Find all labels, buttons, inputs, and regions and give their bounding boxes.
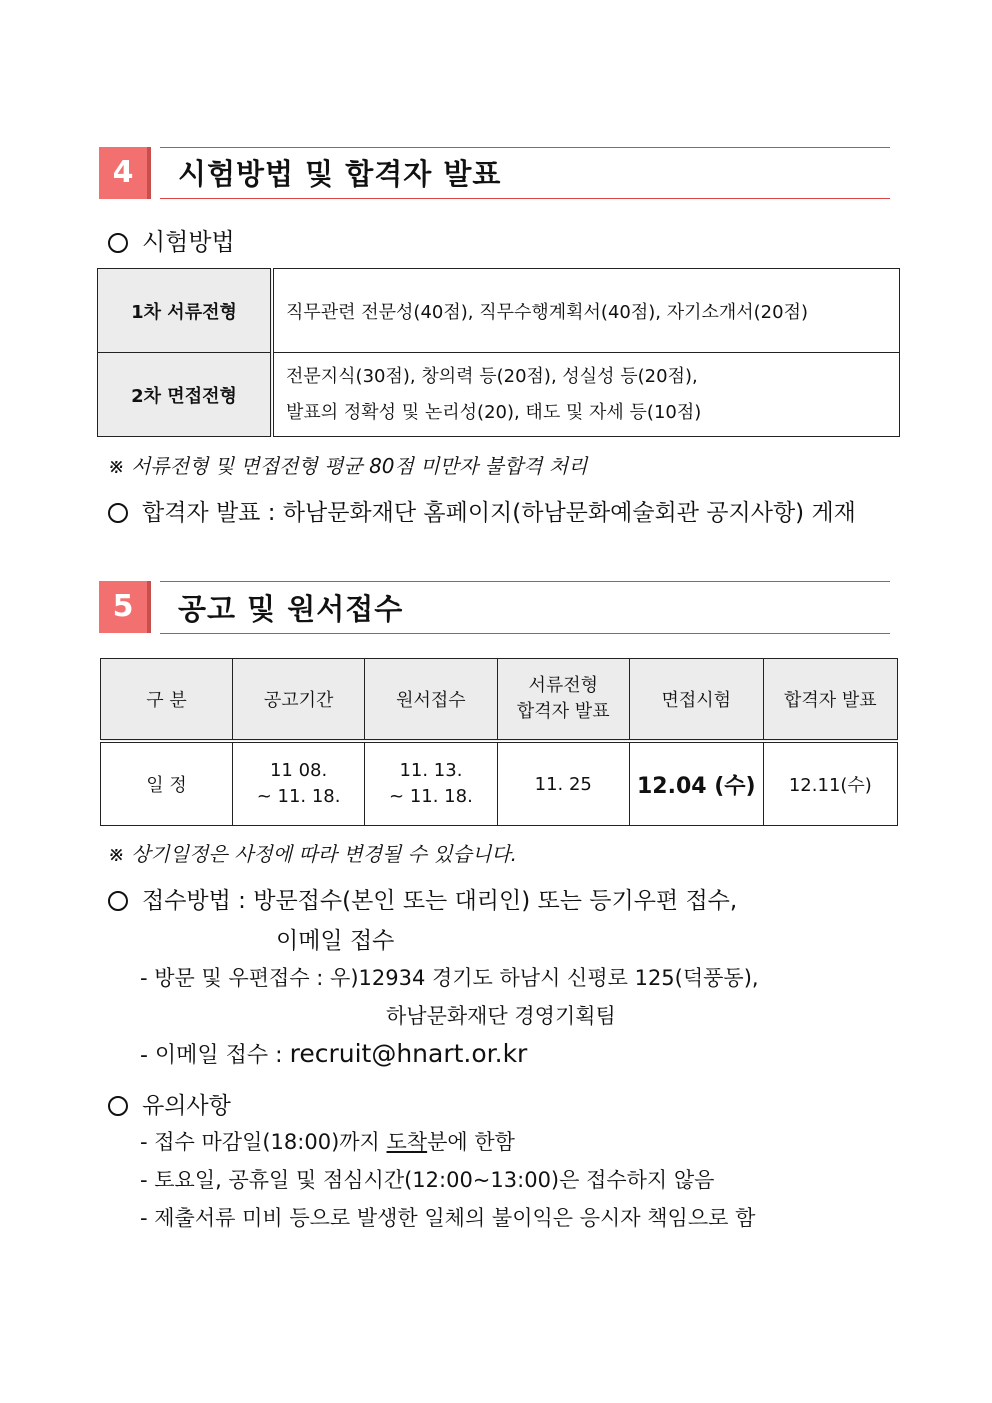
caution-text: - 접수 마감일(18:00)까지	[140, 1130, 387, 1154]
visit-line1: - 방문 및 우편접수 : 우)12934 경기도 하남시 신평로 125(덕풍동),	[140, 966, 759, 990]
row-label: 1차 서류전형	[98, 269, 273, 353]
table-header-row	[101, 659, 898, 742]
method-heading	[108, 222, 235, 257]
section-4-title: 시험방법 및 합격자 발표	[178, 157, 502, 191]
cell-line: 11. 13.	[399, 760, 463, 781]
row-value-line: 직무관련 전문성(40점), 직무수행계획서(40점), 자기소개서(20점)	[286, 301, 808, 323]
cell-line: 12.11(수)	[788, 775, 872, 796]
row-label: 2차 면접전형	[98, 353, 273, 437]
circle-bullet-icon	[108, 233, 128, 253]
section-5-top-rule	[160, 581, 890, 582]
section-5-number: 5	[99, 581, 151, 633]
caution-underlined: 도착	[386, 1130, 428, 1154]
circle-bullet-icon	[108, 1096, 128, 1116]
header-cell: 공고기간	[232, 659, 364, 742]
caution-line2: - 토요일, 공휴일 및 점심시간(12:00~13:00)은 접수하지 않음	[140, 1168, 715, 1192]
table-row	[101, 741, 898, 826]
caution-line1	[140, 1126, 515, 1156]
caution-heading	[108, 1087, 231, 1120]
caution-line3: - 제출서류 미비 등으로 발생한 일체의 불이익은 응시자 책임으로 함	[140, 1206, 756, 1230]
schedule-table	[100, 658, 898, 826]
header-cell: 원서접수	[365, 659, 497, 742]
method-heading-text: 시험방법	[142, 228, 235, 256]
row-value	[272, 269, 900, 353]
table-cell	[763, 741, 897, 826]
section-4-top-rule	[160, 147, 890, 148]
table-cell	[497, 741, 629, 826]
cell-line: ~ 11. 18.	[389, 786, 473, 807]
visit-line2: 하남문화재단 경영기획팀	[386, 1004, 616, 1028]
section-4-bottom-rule	[160, 198, 890, 199]
exam-method-table	[97, 268, 900, 437]
table-row	[98, 353, 900, 437]
header-cell: 합격자 발표	[763, 659, 897, 742]
receipt-method-line	[108, 882, 737, 915]
section-5-title: 공고 및 원서접수	[178, 592, 404, 626]
header-cell: 서류전형 합격자 발표	[497, 659, 629, 742]
row-value	[272, 353, 900, 437]
table-cell	[232, 741, 364, 826]
exam-note: ※ 서류전형 및 면접전형 평균 80점 미만자 불합격 처리	[108, 454, 588, 478]
row-value-line: 전문지식(30점), 창의력 등(20점), 성실성 등(20점),	[286, 365, 698, 387]
section-4-number: 4	[99, 147, 151, 199]
interview-date: 12.04 (수)	[637, 773, 756, 799]
email-line	[140, 1038, 527, 1069]
section-5-bottom-rule	[160, 633, 890, 634]
email-address[interactable]: recruit@hnart.or.kr	[289, 1039, 528, 1068]
announce-text: 합격자 발표 : 하남문화재단 홈페이지(하남문화예술회관 공지사항) 게재	[142, 500, 856, 526]
announce-line	[108, 494, 856, 527]
receipt-method-line2: 이메일 접수	[276, 928, 395, 954]
row-value-line: 발표의 정확성 및 논리성(20), 태도 및 자세 등(10점)	[286, 401, 702, 423]
header-cell: 면접시험	[629, 659, 763, 742]
table-cell	[629, 741, 763, 826]
table-row	[98, 269, 900, 353]
cell-line: ~ 11. 18.	[256, 786, 341, 807]
table-cell	[365, 741, 497, 826]
row-label: 일 정	[101, 741, 233, 826]
email-label: - 이메일 접수 :	[140, 1043, 290, 1068]
header-cell: 구 분	[101, 659, 233, 742]
receipt-method-text: 접수방법 : 방문접수(본인 또는 대리인) 또는 등기우편 접수,	[142, 888, 738, 914]
caution-heading-text: 유의사항	[142, 1093, 231, 1119]
cell-line: 11 08.	[269, 760, 328, 781]
circle-bullet-icon	[108, 503, 128, 523]
schedule-note: ※ 상기일정은 사정에 따라 변경될 수 있습니다.	[108, 842, 518, 866]
caution-text: 분에 한함	[427, 1130, 515, 1154]
circle-bullet-icon	[108, 891, 128, 911]
cell-line: 11. 25	[534, 773, 592, 795]
